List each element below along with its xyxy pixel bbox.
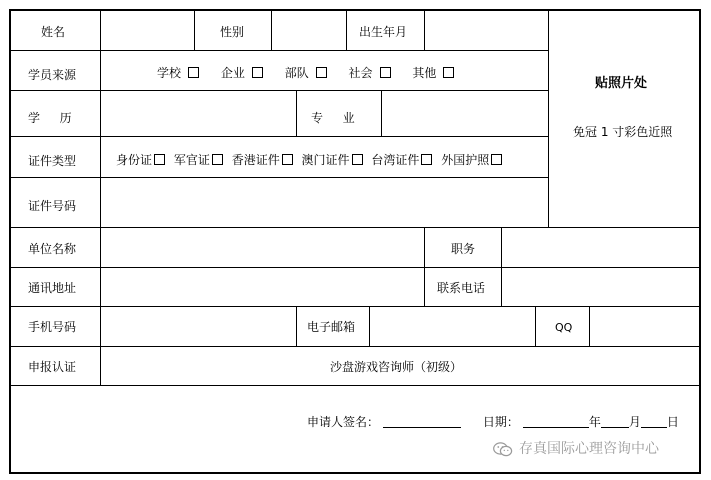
name-field[interactable]: [101, 11, 194, 50]
major-label: 专 业: [311, 111, 359, 125]
photo-note: 免冠 1 寸彩色近照: [573, 125, 673, 139]
vline-r1-a: [194, 10, 195, 51]
email-label: 电子邮箱: [307, 320, 356, 334]
wechat-icon: [493, 442, 513, 457]
source-option-society[interactable]: 社会: [349, 66, 393, 80]
watermark-text: 存真国际心理咨询中心: [519, 441, 659, 457]
photo-title: 贴照片处: [595, 76, 648, 91]
qq-field[interactable]: [590, 307, 699, 346]
date-day-field[interactable]: [641, 415, 667, 428]
source-option-school[interactable]: 学校: [157, 66, 201, 80]
certification-value: 沙盘游戏咨询师（初级）: [330, 360, 463, 374]
gender-field[interactable]: [272, 11, 346, 50]
phone-label: 联系电话: [437, 281, 486, 295]
employer-field[interactable]: [101, 228, 424, 267]
id-type-options: [116, 153, 504, 167]
vline-photo: [548, 10, 549, 228]
position-field[interactable]: [502, 228, 699, 267]
source-label: 学员来源: [28, 68, 77, 82]
education-field[interactable]: [101, 91, 296, 136]
checkbox[interactable]: [154, 154, 165, 165]
source-option-army[interactable]: 部队: [285, 66, 329, 80]
border-bottom: [9, 472, 701, 474]
year-label: 年: [588, 415, 601, 429]
date-year-field[interactable]: [523, 415, 589, 428]
checkbox[interactable]: [380, 67, 391, 78]
date-month-field[interactable]: [601, 415, 629, 428]
email-field[interactable]: [370, 307, 535, 346]
id-type-label: 证件类型: [28, 154, 77, 168]
id-type-option-taiwan[interactable]: 台湾证件: [371, 153, 434, 167]
birth-field[interactable]: [425, 11, 548, 50]
checkbox[interactable]: [282, 154, 293, 165]
day-label: 日: [666, 415, 679, 429]
hline-8: [10, 346, 700, 347]
id-type-option-officer[interactable]: 军官证: [174, 153, 225, 167]
signature-line: [307, 415, 679, 429]
id-type-option-id-card[interactable]: 身份证: [116, 153, 167, 167]
month-label: 月: [628, 415, 641, 429]
vline-r8-a: [296, 306, 297, 347]
id-type-option-hongkong[interactable]: 香港证件: [232, 153, 295, 167]
checkbox[interactable]: [443, 67, 454, 78]
applicant-signature-field[interactable]: [383, 415, 461, 428]
vline-r8-c: [535, 306, 536, 347]
hline-3: [10, 136, 549, 137]
qq-label: QQ: [555, 321, 573, 334]
mobile-label: 手机号码: [28, 320, 77, 334]
border-left: [9, 9, 11, 474]
birth-label: 出生年月: [359, 25, 408, 39]
gender-label: 性别: [220, 25, 245, 39]
id-type-option-macau[interactable]: 澳门证件: [302, 153, 365, 167]
checkbox[interactable]: [421, 154, 432, 165]
name-label: 姓名: [41, 25, 66, 39]
vline-r1-c: [346, 10, 347, 51]
education-label: 学 历: [28, 111, 76, 125]
id-number-label: 证件号码: [28, 199, 77, 213]
source-option-enterprise[interactable]: 企业: [221, 66, 265, 80]
mobile-field[interactable]: [101, 307, 296, 346]
address-field[interactable]: [101, 268, 424, 306]
vline-r3-a: [296, 90, 297, 137]
checkbox[interactable]: [212, 154, 223, 165]
employer-label: 单位名称: [28, 242, 77, 256]
id-number-field[interactable]: [101, 178, 548, 227]
position-label: 职务: [451, 242, 476, 256]
hline-1: [10, 50, 549, 51]
certification-label: 申报认证: [28, 360, 77, 374]
border-right: [699, 9, 701, 474]
source-option-other[interactable]: 其他: [412, 66, 456, 80]
applicant-signature-label: 申请人签名：: [307, 415, 380, 429]
hline-9: [10, 385, 700, 386]
vline-r67-a: [424, 227, 425, 307]
phone-field[interactable]: [502, 268, 699, 306]
checkbox[interactable]: [352, 154, 363, 165]
checkbox[interactable]: [188, 67, 199, 78]
checkbox[interactable]: [316, 67, 327, 78]
address-label: 通讯地址: [28, 281, 77, 295]
date-label: 日期：: [482, 415, 519, 429]
checkbox[interactable]: [491, 154, 502, 165]
major-field[interactable]: [382, 91, 548, 136]
source-options: [157, 66, 456, 80]
id-type-option-foreign-passport[interactable]: 外国护照: [441, 153, 504, 167]
checkbox[interactable]: [252, 67, 263, 78]
